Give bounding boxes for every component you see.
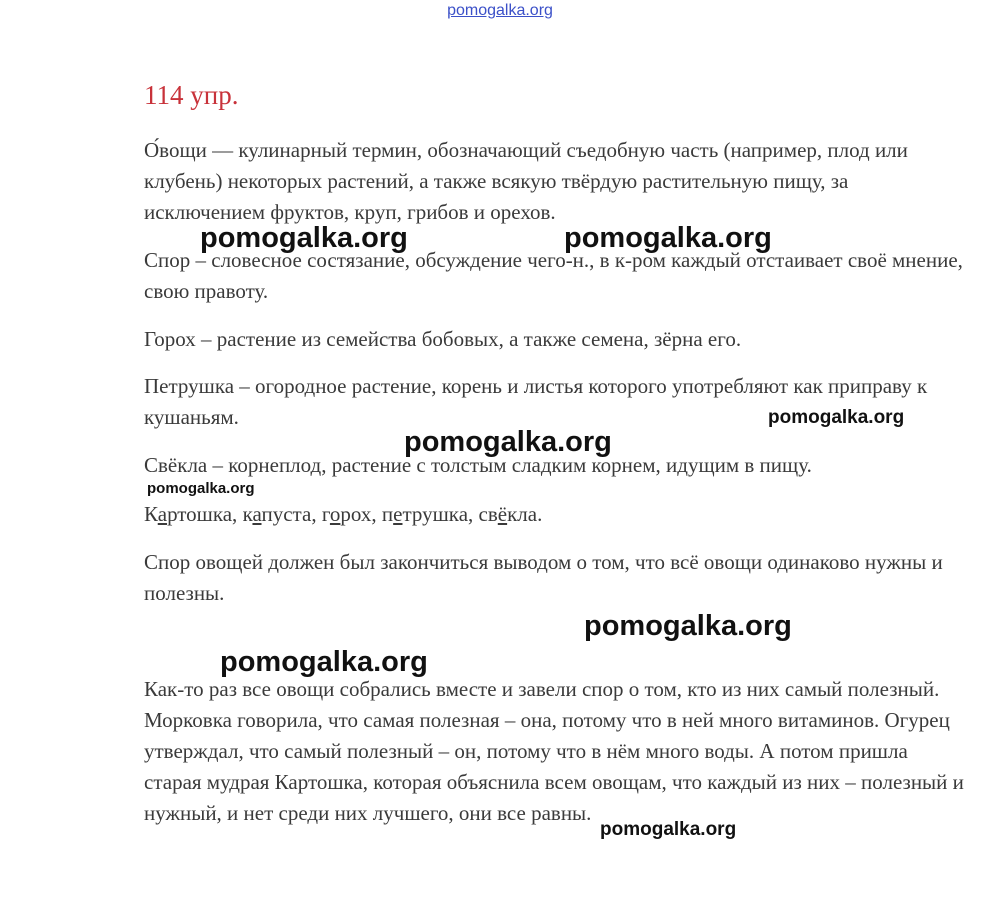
word-item: петрушка, [381, 502, 479, 526]
stressed-letter: о [329, 502, 341, 526]
stressed-letter: а [157, 502, 168, 526]
word-item: свёкла. [478, 502, 543, 526]
watermark: pomogalka.org [564, 222, 772, 254]
conclusion-text: Спор овощей должен был закончиться выводом о том, что всё овощи одинаково нужны и полезны. [144, 550, 943, 605]
watermark: pomogalka.org [768, 407, 905, 428]
story-text: Как-то раз все овощи собрались вместе и завели спор о том, кто из них самый полезный. Морковка говорила, что самая полезная – она, потому что в ней много витаминов. Огурец утверждал, что самый полезный – он, потому что в нём много воды. А потом пришла старая мудрая Картошка, которая объяснила всем овощам, что каждый из них – полезный и нужный, и нет среди них лучшего, они все равны. [144, 677, 964, 825]
stressed-letter: а [252, 502, 262, 526]
word-item: Картошка, [144, 502, 243, 526]
site-link[interactable]: pomogalka.org [447, 2, 553, 19]
stressed-letter: е [393, 502, 403, 526]
stressed-letter: ё [497, 502, 508, 526]
definition-vegetables: О́вощи — кулинарный термин, обозначающий съедобную часть (например, плод или клубень) некоторых растений, а также всякую твёрдую растительную пищу, за исключением фруктов, круп, грибов и орехов. [144, 138, 908, 224]
watermark: pomogalka.org [220, 646, 428, 678]
exercise-title: 114 упр. [144, 80, 239, 110]
definition-beet: Свёкла – корнеплод, растение с толстым сладким корнем, идущим в пищу. [144, 453, 812, 477]
definition-dispute: Спор – словесное состязание, обсуждение чего-н., в к-ром каждый отстаивает своё мнение, свою правоту. [144, 248, 963, 303]
word-item: горох, [321, 502, 382, 526]
watermark: pomogalka.org [584, 610, 792, 642]
watermark: pomogalka.org [200, 222, 408, 254]
definition-peas: Горох – растение из семейства бобовых, а также семена, зёрна его. [144, 327, 742, 351]
definition-parsley: Петрушка – огородное растение, корень и листья которого употребляют как приправу к кушаньям. [144, 374, 928, 429]
watermark: pomogalka.org [404, 426, 612, 458]
word-item: капуста, [242, 502, 322, 526]
stressed-word-list [144, 499, 964, 530]
watermark: pomogalka.org [600, 819, 737, 840]
watermark: pomogalka.org [147, 480, 255, 497]
